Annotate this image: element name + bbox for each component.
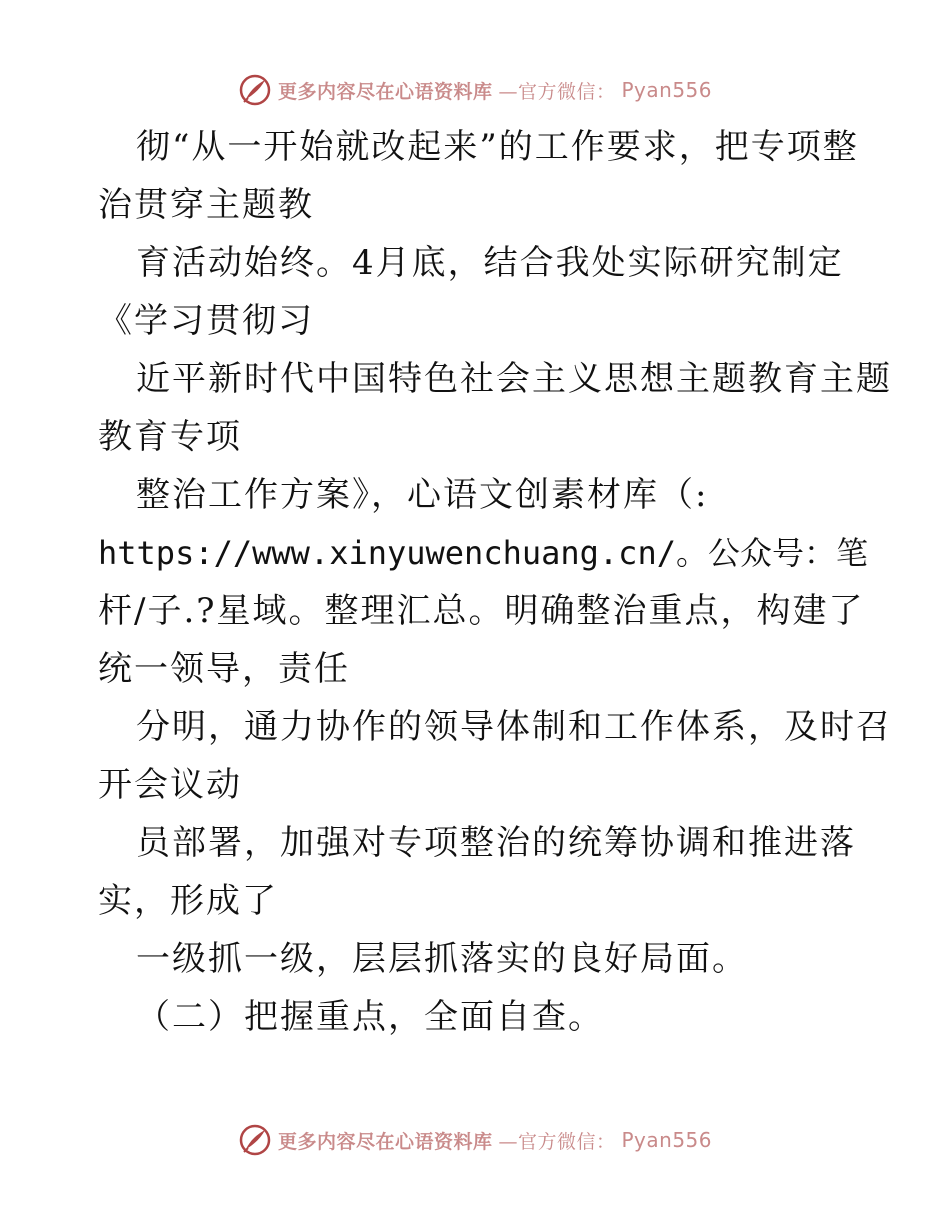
watermark-brand-text: 更多内容尽在心语资料库 [277,1130,493,1153]
body-line-14: 实，形成了 [98,881,278,921]
watermark-separator-text: —官方微信： [498,80,616,103]
body-line-7: 整治工作方案》，心语文创素材库（: [136,475,709,515]
body-line-9: 杆/子.?星域。整理汇总。明确整治重点，构建了 [98,591,865,631]
body-line-4: 《学习贯彻习 [98,301,314,341]
watermark-brand-text: 更多内容尽在心语资料库 [277,80,493,103]
watermark-separator-text: —官方微信： [498,1130,616,1153]
body-line-10: 统一领导，责任 [98,649,350,689]
body-line-2: 治贯穿主题教 [98,185,314,225]
document-body [98,118,892,1046]
body-line-3: 育活动始终。4月底，结合我处实际研究制定 [136,243,844,283]
quill-logo-icon [238,73,272,107]
section-heading-2: （二）把握重点，全面自查。 [136,997,604,1037]
header-watermark [0,70,950,110]
watermark-wechat-id: Pyan556 [621,1128,713,1152]
body-line-13: 员部署，加强对专项整治的统筹协调和推进落 [136,823,856,863]
body-line-8-url: https://www.xinyuwenchuang.cn/。公众号：笔 [98,534,868,572]
body-line-6: 教育专项 [98,417,242,457]
body-line-11: 分明，通力协作的领导体制和工作体系，及时召 [136,707,892,747]
quill-logo-icon [238,1123,272,1157]
body-line-1: 彻“从一开始就改起来”的工作要求，把专项整 [136,127,859,167]
body-line-15: 一级抓一级，层层抓落实的良好局面。 [136,939,748,979]
footer-watermark [0,1120,950,1160]
watermark-wechat-id: Pyan556 [621,78,713,102]
body-line-12: 开会议动 [98,765,242,805]
body-line-5: 近平新时代中国特色社会主义思想主题教育主题 [136,359,892,399]
